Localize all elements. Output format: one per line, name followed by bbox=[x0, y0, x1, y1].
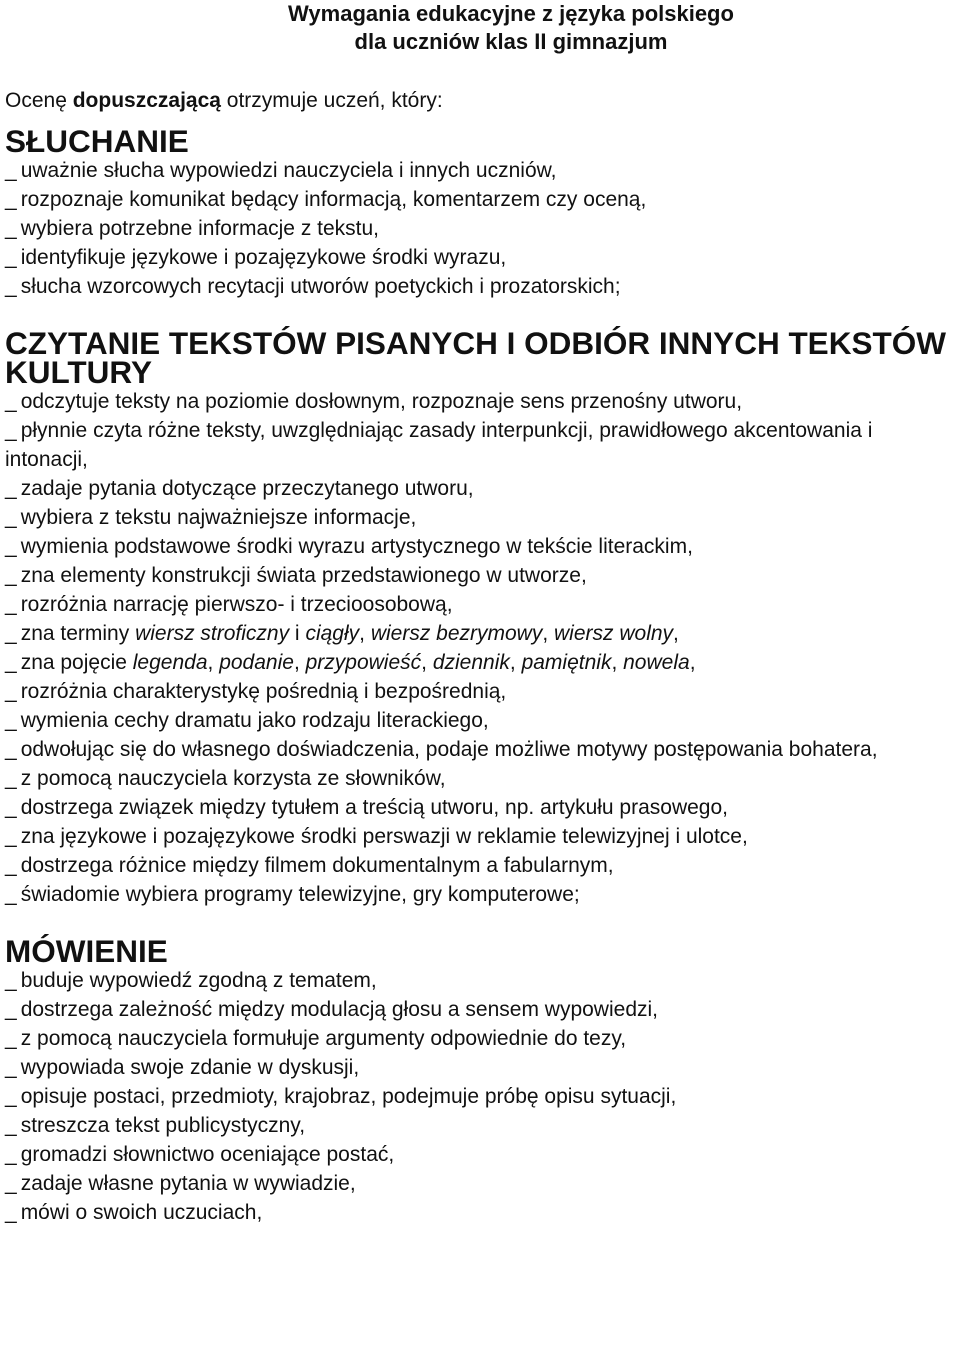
item-text: mówi o swoich uczuciach, bbox=[20, 1201, 263, 1224]
list-item bbox=[5, 1169, 957, 1198]
list-item bbox=[5, 1024, 957, 1053]
bullet-mark: _ bbox=[5, 738, 17, 761]
intro-suffix: otrzymuje uczeń, który: bbox=[220, 89, 443, 112]
bullet-mark: _ bbox=[5, 709, 17, 732]
bullet-mark: _ bbox=[5, 767, 17, 790]
bullet-mark: _ bbox=[5, 883, 17, 906]
bullet-mark: _ bbox=[5, 506, 17, 529]
bullet-mark: _ bbox=[5, 390, 17, 413]
bullet-mark: _ bbox=[5, 1085, 17, 1108]
list-item bbox=[5, 619, 957, 648]
list-item bbox=[5, 503, 957, 532]
item-text: wymienia cechy dramatu jako rodzaju literackiego, bbox=[20, 709, 489, 732]
item-text: rozróżnia narrację pierwszo- i trzecioosobową, bbox=[20, 593, 453, 616]
italic-term: dziennik bbox=[432, 651, 510, 674]
list-item bbox=[5, 648, 957, 677]
bullet-mark: _ bbox=[5, 535, 17, 558]
list-item bbox=[5, 416, 957, 474]
list-item bbox=[5, 214, 957, 243]
item-text: , bbox=[293, 651, 306, 674]
list-item bbox=[5, 793, 957, 822]
item-text: gromadzi słownictwo oceniające postać, bbox=[20, 1143, 395, 1166]
item-text: zna pojęcie bbox=[20, 651, 133, 674]
intro-sentence bbox=[5, 86, 957, 115]
bullet-mark: _ bbox=[5, 593, 17, 616]
item-text: , bbox=[611, 651, 624, 674]
intro-grade: dopuszczającą bbox=[72, 89, 221, 112]
list-item bbox=[5, 156, 957, 185]
item-text: rozróżnia charakterystykę pośrednią i bezpośrednią, bbox=[20, 680, 507, 703]
bullet-mark: _ bbox=[5, 796, 17, 819]
bullet-mark: _ bbox=[5, 477, 17, 500]
section-heading-czytanie: CZYTANIE TEKSTÓW PISANYCH I ODBIÓR INNYCH TEKSTÓW KULTURY bbox=[5, 325, 946, 390]
item-text: odczytuje teksty na poziomie dosłownym, rozpoznaje sens przenośny utworu, bbox=[20, 390, 743, 413]
italic-term: ciągły bbox=[305, 622, 360, 645]
item-text: z pomocą nauczyciela formułuje argumenty odpowiednie do tezy, bbox=[20, 1027, 627, 1050]
document-page bbox=[5, 0, 957, 1227]
list-item bbox=[5, 272, 957, 301]
item-text: wybiera potrzebne informacje z tekstu, bbox=[20, 217, 380, 240]
document-title bbox=[5, 0, 957, 56]
list-item bbox=[5, 185, 957, 214]
item-text: streszcza tekst publicystyczny, bbox=[20, 1114, 306, 1137]
list-item bbox=[5, 706, 957, 735]
bullet-mark: _ bbox=[5, 419, 17, 442]
item-text: zna terminy bbox=[20, 622, 136, 645]
item-text: , bbox=[509, 651, 522, 674]
list-item bbox=[5, 851, 957, 880]
list-item bbox=[5, 1198, 957, 1227]
bullet-mark: _ bbox=[5, 159, 17, 182]
bullet-mark: _ bbox=[5, 1201, 17, 1224]
item-text: odwołując się do własnego doświadczenia, podaje możliwe motywy postępowania bohatera, bbox=[20, 738, 878, 761]
title-line-1: Wymagania edukacyjne z języka polskiego bbox=[288, 1, 734, 26]
bullet-mark: _ bbox=[5, 217, 17, 240]
italic-term: nowela bbox=[623, 651, 690, 674]
bullet-mark: _ bbox=[5, 622, 17, 645]
list-item bbox=[5, 1111, 957, 1140]
list-item bbox=[5, 764, 957, 793]
list-sluchanie bbox=[5, 156, 957, 301]
item-text: wymienia podstawowe środki wyrazu artystycznego w tekście literackim, bbox=[20, 535, 693, 558]
item-text: identyfikuje językowe i pozajęzykowe środki wyrazu, bbox=[20, 246, 507, 269]
bullet-mark: _ bbox=[5, 854, 17, 877]
list-czytanie bbox=[5, 387, 957, 909]
item-text: zna językowe i pozajęzykowe środki perswazji w reklamie telewizyjnej i ulotce, bbox=[20, 825, 748, 848]
list-item bbox=[5, 243, 957, 272]
list-item bbox=[5, 1053, 957, 1082]
bullet-mark: _ bbox=[5, 1056, 17, 1079]
italic-term: wiersz stroficzny bbox=[135, 622, 290, 645]
list-item bbox=[5, 532, 957, 561]
intro-prefix: Ocenę bbox=[5, 89, 73, 112]
item-text: świadomie wybiera programy telewizyjne, gry komputerowe; bbox=[20, 883, 580, 906]
bullet-mark: _ bbox=[5, 188, 17, 211]
bullet-mark: _ bbox=[5, 651, 17, 674]
item-text: dostrzega związek między tytułem a treścią utworu, np. artykułu prasowego, bbox=[20, 796, 729, 819]
bullet-mark: _ bbox=[5, 1114, 17, 1137]
item-text: opisuje postaci, przedmioty, krajobraz, podejmuje próbę opisu sytuacji, bbox=[20, 1085, 677, 1108]
italic-term: podanie bbox=[219, 651, 294, 674]
bullet-mark: _ bbox=[5, 1172, 17, 1195]
item-text: , bbox=[689, 651, 696, 674]
item-text: uważnie słucha wypowiedzi nauczyciela i innych uczniów, bbox=[20, 159, 557, 182]
item-text: , bbox=[673, 622, 679, 645]
title-line-2: dla uczniów klas II gimnazjum bbox=[354, 29, 668, 54]
italic-term: przypowieść bbox=[305, 651, 422, 674]
bullet-mark: _ bbox=[5, 969, 17, 992]
italic-term: pamiętnik bbox=[521, 651, 612, 674]
item-text: płynnie czyta różne teksty, uwzględniając zasady interpunkcji, prawidłowego akcentowania i intonacji, bbox=[5, 419, 873, 471]
italic-term: wiersz wolny bbox=[554, 622, 674, 645]
bullet-mark: _ bbox=[5, 1143, 17, 1166]
item-text: słucha wzorcowych recytacji utworów poetyckich i prozatorskich; bbox=[20, 275, 621, 298]
bullet-mark: _ bbox=[5, 1027, 17, 1050]
section-heading-mowienie: MÓWIENIE bbox=[5, 933, 168, 969]
item-text: dostrzega różnice między filmem dokumentalnym a fabularnym, bbox=[20, 854, 614, 877]
item-text: , bbox=[359, 622, 371, 645]
item-text: , bbox=[421, 651, 433, 674]
bullet-mark: _ bbox=[5, 246, 17, 269]
list-item bbox=[5, 822, 957, 851]
item-text: zadaje własne pytania w wywiadzie, bbox=[20, 1172, 356, 1195]
list-item bbox=[5, 995, 957, 1024]
item-text: , bbox=[207, 651, 220, 674]
bullet-mark: _ bbox=[5, 825, 17, 848]
bullet-mark: _ bbox=[5, 564, 17, 587]
item-text: wybiera z tekstu najważniejsze informacje, bbox=[20, 506, 417, 529]
item-text: buduje wypowiedź zgodną z tematem, bbox=[20, 969, 377, 992]
list-item bbox=[5, 1082, 957, 1111]
list-item bbox=[5, 474, 957, 503]
bullet-mark: _ bbox=[5, 680, 17, 703]
list-item bbox=[5, 590, 957, 619]
list-item bbox=[5, 880, 957, 909]
list-item bbox=[5, 561, 957, 590]
item-text: wypowiada swoje zdanie w dyskusji, bbox=[20, 1056, 360, 1079]
item-text: , bbox=[542, 622, 555, 645]
italic-term: legenda bbox=[132, 651, 208, 674]
list-item bbox=[5, 966, 957, 995]
bullet-mark: _ bbox=[5, 275, 17, 298]
item-text: zna elementy konstrukcji świata przedstawionego w utworze, bbox=[20, 564, 587, 587]
list-item bbox=[5, 1140, 957, 1169]
list-item bbox=[5, 735, 957, 764]
list-item bbox=[5, 387, 957, 416]
item-text: rozpoznaje komunikat będący informacją, komentarzem czy oceną, bbox=[20, 188, 647, 211]
item-text: zadaje pytania dotyczące przeczytanego utworu, bbox=[20, 477, 474, 500]
item-text: dostrzega zależność między modulacją głosu a sensem wypowiedzi, bbox=[20, 998, 658, 1021]
item-text: i bbox=[289, 622, 306, 645]
list-mowienie bbox=[5, 966, 957, 1227]
item-text: z pomocą nauczyciela korzysta ze słowników, bbox=[20, 767, 446, 790]
italic-term: wiersz bezrymowy bbox=[370, 622, 543, 645]
bullet-mark: _ bbox=[5, 998, 17, 1021]
section-heading-sluchanie: SŁUCHANIE bbox=[5, 123, 189, 159]
list-item bbox=[5, 677, 957, 706]
